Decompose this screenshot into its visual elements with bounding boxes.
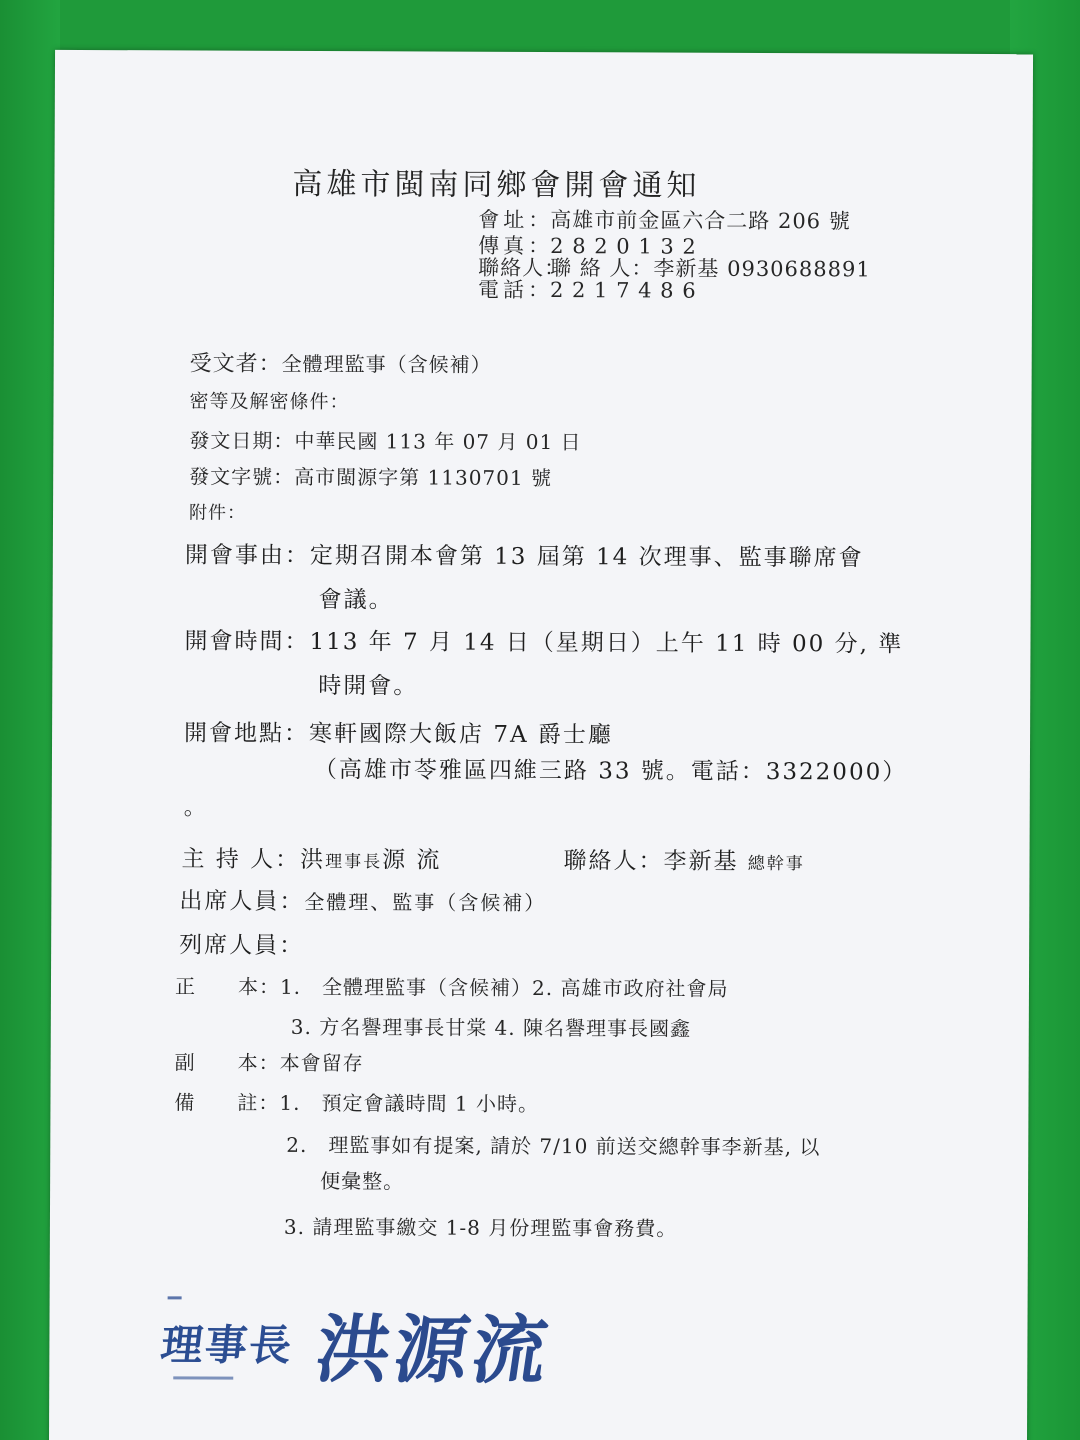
note-row: [174, 1086, 539, 1117]
time-row: [184, 622, 903, 658]
reason-line-2: 會議。: [318, 587, 394, 614]
host-label: 主 持 人：: [181, 846, 301, 873]
place-row: [184, 714, 613, 749]
notice-document: [49, 50, 1033, 1440]
secret-row: [189, 386, 349, 414]
fax-value: 2 8 2 0 1 3 2: [550, 234, 697, 259]
contact-row: [563, 842, 804, 876]
recipient-value: 全體理監事（含候補）: [281, 351, 492, 377]
attend-row: [179, 882, 546, 917]
recipient-row: [190, 346, 492, 378]
copy-row: [175, 1046, 364, 1076]
attachment-label: 附件：: [188, 502, 247, 524]
docno-value: 高市閩源字第 1130701 號: [294, 464, 553, 491]
note-line-3: 3. 請理監事繳交 1-8 月份理監事會務費。: [283, 1214, 678, 1241]
note-line-1: 1. 預定會議時間 1 小時。: [279, 1090, 540, 1116]
note-label: 備 註：: [174, 1090, 280, 1115]
original-line-1: 1. 全體理監事（含候補）2. 高雄市政府社會局: [279, 974, 729, 1001]
docno-row: [189, 460, 552, 491]
host-title: 理事長: [325, 852, 383, 873]
date-row: [189, 424, 581, 455]
signature-stroke: [168, 1296, 182, 1299]
signature-name: 洪源流: [310, 1307, 557, 1395]
docno-label: 發文字號：: [189, 464, 295, 489]
place-line-3: 。: [183, 795, 208, 821]
contact2-name: 李新基: [663, 848, 739, 875]
time-line-1: 113 年 7 月 14 日（星期日）上午 11 時 00 分, 準: [309, 628, 904, 658]
original-row: [175, 970, 729, 1001]
recipient-label: 受文者：: [189, 351, 282, 377]
phone-value: 2 2 1 7 4 8 6: [549, 278, 697, 303]
observe-row: [179, 926, 304, 960]
attend-value: 全體理、監事（含候補）: [304, 889, 547, 916]
reason-line-1: 定期召開本會第 13 屆第 14 次理事、監事聯席會: [309, 542, 864, 572]
place-line-1: 寒軒國際大飯店 7A 爵士廳: [309, 720, 614, 749]
copy-label: 副 本：: [174, 1050, 280, 1075]
time-line-2: 時開會。: [318, 673, 419, 700]
phone-label: 電話：: [477, 277, 551, 303]
place-label: 開會地點：: [184, 720, 310, 747]
note-line-2: 2. 理監事如有提案, 請於 7/10 前送交總幹事李新基, 以: [286, 1132, 821, 1160]
address-value: 高雄市前金區六合二路 206 號: [550, 208, 851, 234]
signature-underline: [173, 1376, 233, 1379]
copy-value: 本會留存: [279, 1050, 364, 1076]
host-name-prefix: 洪: [300, 846, 326, 874]
address-label: 會址：: [478, 207, 551, 233]
secret-label: 密等及解密條件：: [189, 390, 350, 414]
original-label: 正 本：: [174, 974, 281, 999]
fax-label: 傳真：: [478, 233, 551, 259]
document-title: 高雄市閩南同鄉會開會通知: [292, 166, 701, 204]
host-row: [181, 840, 441, 874]
place-line-2: （高雄市苓雅區四維三路 33 號。電話：3322000）: [313, 757, 908, 786]
contact-value: 聯 絡 人：李新基 0930688891: [550, 256, 871, 282]
contact2-label: 聯絡人：: [563, 848, 664, 875]
host-name-suffix: 源 流: [382, 847, 442, 874]
observe-label: 列席人員：: [179, 932, 305, 959]
contact-label: 聯絡人：: [478, 255, 567, 281]
header-phone: [478, 274, 697, 305]
original-line-2: 3. 方名譽理事長甘棠 4. 陳名譽理事長國鑫: [290, 1014, 692, 1041]
attachment-row: [189, 498, 246, 524]
contact2-title: 總幹事: [747, 853, 805, 875]
attend-label: 出席人員：: [179, 888, 305, 915]
date-label: 發文日期：: [189, 428, 295, 453]
note-line-2b: 便彙整。: [320, 1169, 405, 1194]
time-label: 開會時間：: [184, 628, 310, 655]
reason-row: [185, 536, 864, 572]
date-value: 中華民國 113 年 07 月 01 日: [294, 428, 582, 455]
signature-title: 理事長: [158, 1320, 296, 1370]
reason-label: 開會事由：: [184, 542, 310, 569]
